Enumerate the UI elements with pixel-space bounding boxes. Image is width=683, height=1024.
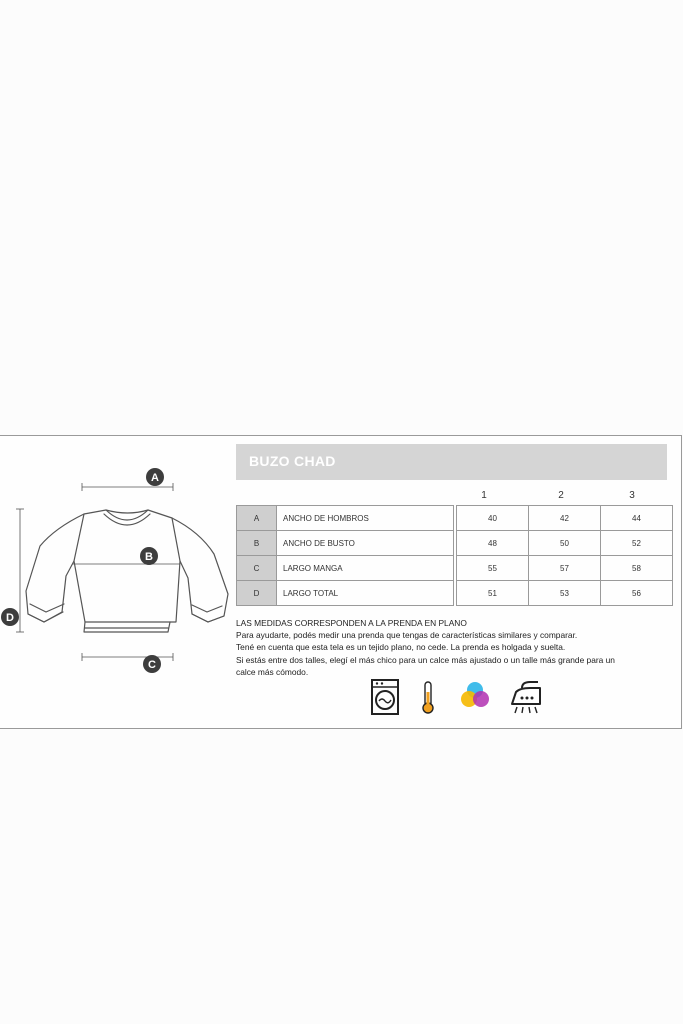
row-name: ANCHO DE BUSTO xyxy=(277,531,454,556)
row-name: LARGO TOTAL xyxy=(277,581,454,606)
label-b xyxy=(140,547,158,565)
row-value: 42 xyxy=(529,506,601,531)
row-letter: C xyxy=(237,556,277,581)
row-value: 55 xyxy=(457,556,529,581)
row-value: 53 xyxy=(529,581,601,606)
washing-machine-icon xyxy=(370,676,400,716)
svg-text:D: D xyxy=(6,612,14,624)
row-value: 58 xyxy=(601,556,673,581)
thermometer-icon xyxy=(420,676,436,716)
product-title-bar xyxy=(236,444,667,480)
color-mix-icon xyxy=(458,676,492,716)
iron-icon xyxy=(508,676,544,716)
care-icons xyxy=(360,676,560,724)
table-row xyxy=(237,506,673,531)
size-guide-card xyxy=(0,435,682,729)
notes-heading: LAS MEDIDAS CORRESPONDEN A LA PRENDA EN PLANO xyxy=(236,618,467,628)
row-letter: B xyxy=(237,531,277,556)
label-c xyxy=(143,655,161,673)
row-letter: D xyxy=(237,581,277,606)
size-header-3: 3 xyxy=(629,490,635,501)
row-value: 56 xyxy=(601,581,673,606)
table-row xyxy=(237,531,673,556)
svg-text:C: C xyxy=(148,659,156,671)
row-name: LARGO MANGA xyxy=(277,556,454,581)
notes-line: Tené en cuenta que esta tela es un tejido plano, no cede. La prenda es holgada y suelta. xyxy=(236,642,566,653)
row-letter: A xyxy=(237,506,277,531)
row-value: 48 xyxy=(457,531,529,556)
sweatshirt-diagram xyxy=(0,436,235,730)
measurement-notes xyxy=(236,617,656,678)
row-value: 57 xyxy=(529,556,601,581)
size-table xyxy=(236,505,673,606)
row-value: 51 xyxy=(457,581,529,606)
svg-text:A: A xyxy=(151,472,159,484)
row-value: 44 xyxy=(601,506,673,531)
row-name: ANCHO DE HOMBROS xyxy=(277,506,454,531)
row-value: 50 xyxy=(529,531,601,556)
size-header-2: 2 xyxy=(558,490,564,501)
size-header-1: 1 xyxy=(481,490,487,501)
notes-line: calce más cómodo. xyxy=(236,666,309,677)
notes-line: Si estás entre dos talles, elegí el más chico para un calce más ajustado o un talle más grande para un xyxy=(236,654,615,665)
row-value: 52 xyxy=(601,531,673,556)
label-d xyxy=(1,608,19,626)
notes-line: Para ayudarte, podés medir una prenda que tengas de características similares y comparar. xyxy=(236,630,578,641)
table-row xyxy=(237,581,673,606)
row-value: 40 xyxy=(457,506,529,531)
table-row xyxy=(237,556,673,581)
svg-text:B: B xyxy=(145,551,153,563)
label-a xyxy=(146,468,164,486)
product-title: BUZO CHAD xyxy=(249,453,336,469)
